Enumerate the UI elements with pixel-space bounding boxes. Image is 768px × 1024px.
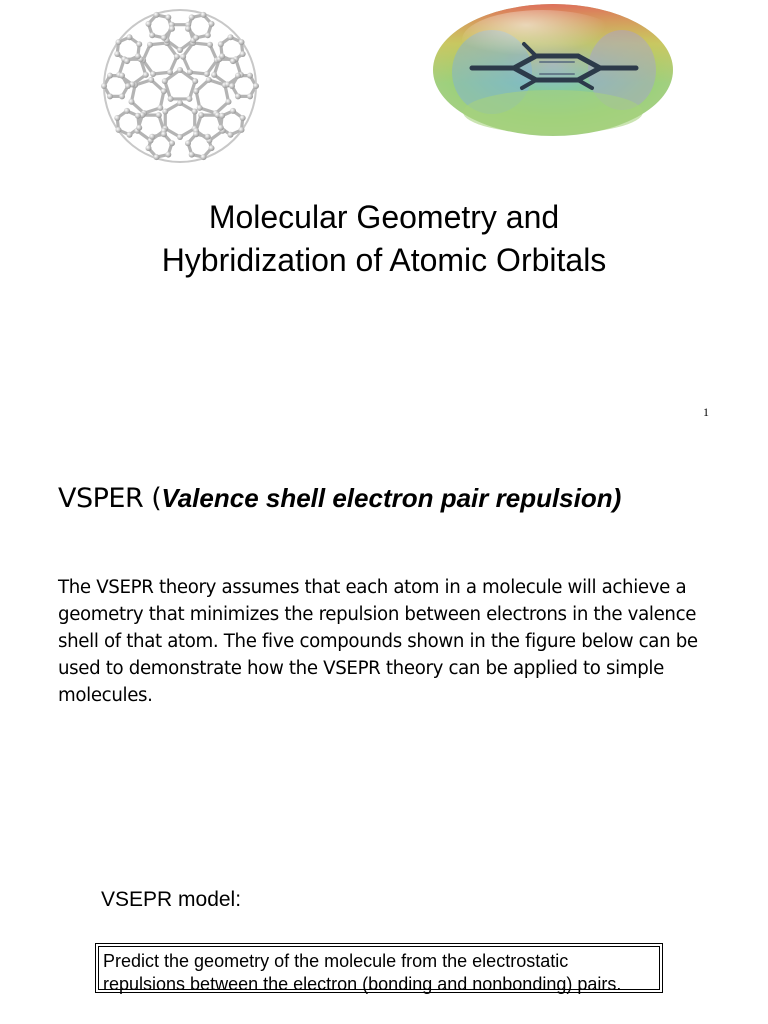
section-heading	[58, 480, 621, 517]
definition-text: Predict the geometry of the molecule from the electrostatic repulsions between the electron (bonding and nonbonding) pairs.	[98, 946, 660, 990]
vsepr-description-paragraph: The VSEPR theory assumes that each atom in a molecule will achieve a geometry that minimizes the repulsion between electrons in the valence shell of that atom. The five compounds shown in the figure below can be used to demonstrate how the VSEPR theory can be applied to simple molecules.	[58, 577, 698, 706]
model-label: VSEPR model:	[101, 888, 242, 911]
title-line-2: Hybridization of Atomic Orbitals	[161, 242, 607, 278]
slide-title	[0, 196, 768, 282]
benzene-potential-map-image	[432, 0, 674, 140]
fullerene-molecule-image	[96, 2, 264, 168]
page-number: 1	[703, 405, 709, 419]
heading-prefix: VSPER (	[58, 483, 162, 514]
heading-emphasis: Valence shell electron pair repulsion)	[161, 483, 622, 513]
title-line-1: Molecular Geometry and	[208, 199, 560, 235]
definition-box	[95, 943, 663, 993]
